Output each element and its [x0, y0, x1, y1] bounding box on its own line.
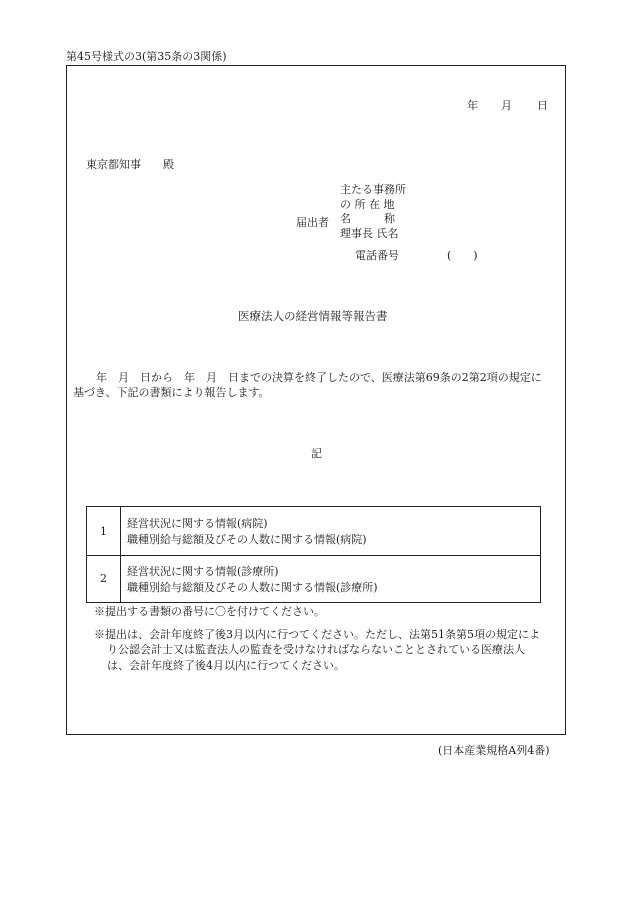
phone-label: 電話番号 [355, 249, 399, 262]
notifier-label: 届出者 [296, 216, 329, 229]
document-number: 1 [87, 507, 121, 555]
notifier-field: 理事長 氏名 [340, 227, 399, 240]
year-label: 年 [467, 99, 478, 112]
document-line: 職種別給与総額及びその人数に関する情報(病院) [127, 533, 367, 546]
table-row [87, 555, 540, 602]
body-text-line1: 年 月 日から 年 月 日までの決算を終了したので、医療法第69条の2第2項の規定に [96, 371, 542, 384]
document-line: 経営状況に関する情報(病院) [127, 517, 268, 530]
table-row [87, 507, 540, 556]
form-reference: 第45号様式の3(第35条の3関係) [66, 50, 227, 63]
document-line: 経営状況に関する情報(診療所) [127, 565, 279, 578]
document-descriptions [127, 516, 367, 548]
note-line: は、会計年度終了後4月以内に行つてください。 [107, 659, 345, 672]
ki-heading: 記 [311, 447, 322, 460]
day-label: 日 [537, 99, 548, 112]
notifier-field: 名 称 [340, 212, 395, 225]
document-line: 職種別給与総額及びその人数に関する情報(診療所) [127, 581, 378, 594]
paper-size-note: (日本産業規格A列4番) [438, 744, 550, 757]
page-title: 医療法人の経営情報等報告書 [238, 309, 388, 323]
document-number: 2 [87, 555, 121, 602]
documents-table [86, 506, 541, 603]
addressee: 東京都知事 殿 [86, 158, 174, 171]
notifier-field: の 所 在 地 [340, 198, 395, 211]
note-line: ※提出は、会計年度終了後3月以内に行つてください。ただし、法第51条第5項の規定によ [94, 628, 540, 641]
note-mark-selection: ※提出する書類の番号に〇を付けてください。 [94, 605, 325, 618]
phone-parens: ( ) [447, 249, 478, 262]
month-label: 月 [501, 99, 512, 112]
document-descriptions [127, 564, 378, 596]
note-line: り公認会計士又は監査法人の監査を受けなければならないこととされている医療法人 [107, 643, 525, 656]
notifier-field: 主たる事務所 [340, 183, 406, 196]
body-text-line2: 基づき、下記の書類により報告します。 [73, 386, 270, 399]
